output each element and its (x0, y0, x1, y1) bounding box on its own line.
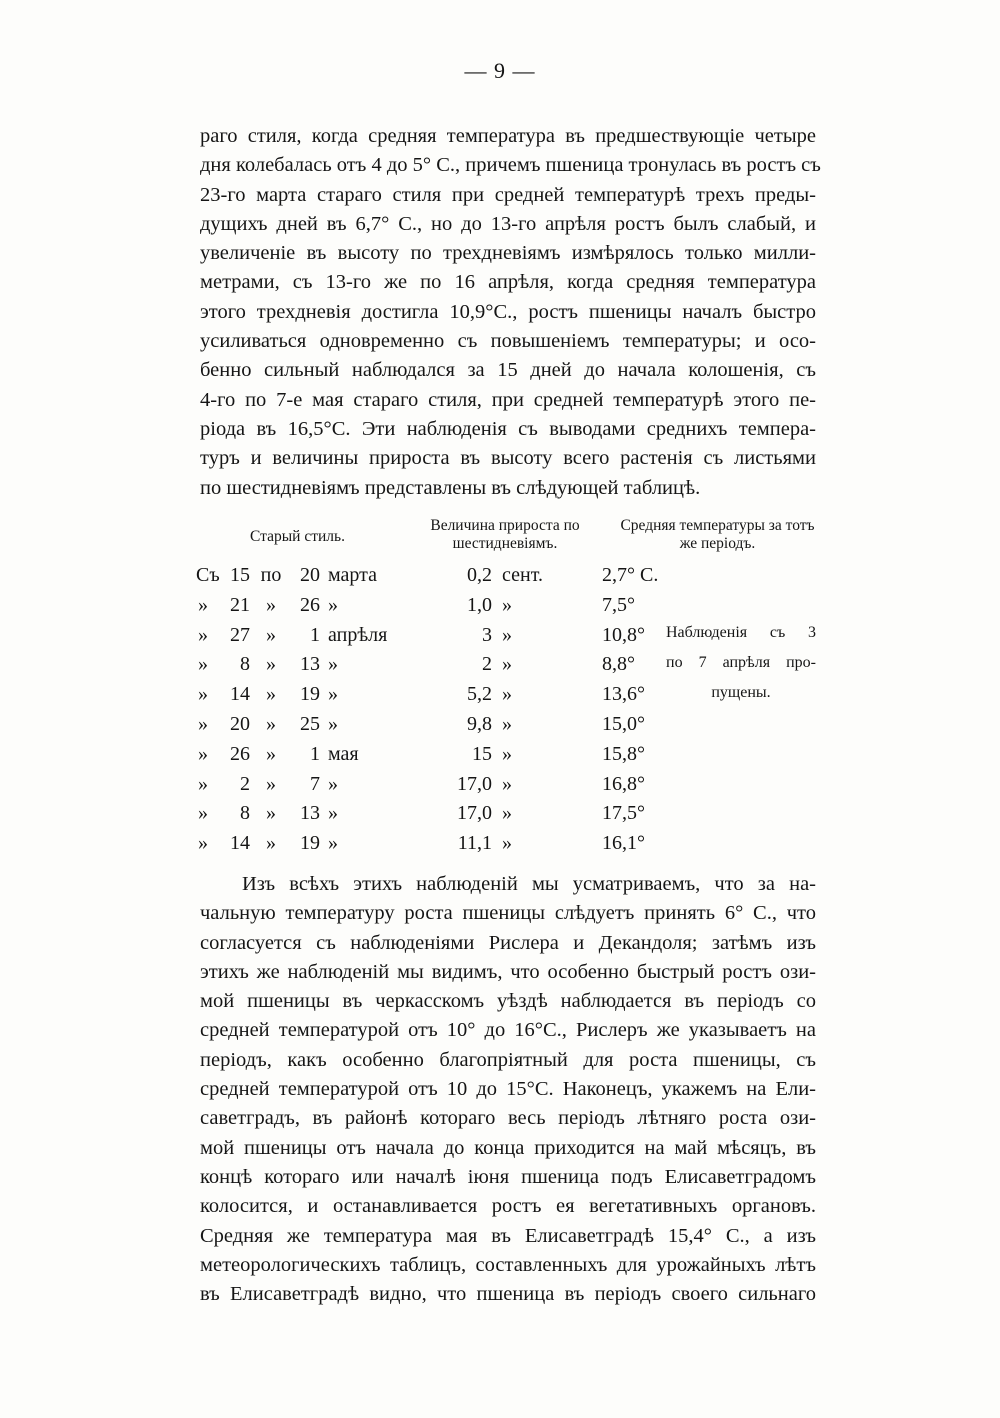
paragraph-intro (200, 122, 821, 503)
text-line: метрами, съ 13-го же по 16 апрѣля, когда средняя температура (200, 271, 816, 294)
row-growth-value: 15 (472, 742, 492, 765)
row-end-day: 1 (310, 742, 320, 765)
row-connector: » (266, 653, 276, 676)
text-line: саветградъ, въ районѣ котораго весь періодъ лѣтняго роста ози- (200, 1107, 816, 1130)
text-line: раго стиля, когда средняя температура въ предшествующіе четыре (200, 125, 816, 147)
text-line: чальную температуру роста пшеницы слѣдуетъ принять 6° С., что (200, 902, 816, 925)
text-line: мой пшеницы отъ начала до конца приходится на май мѣсяцъ, въ (200, 1136, 816, 1159)
row-growth-value: 9,8 (467, 713, 492, 735)
text-line: мой пшеницы въ черкасскомъ уѣздѣ наблюдается въ періодъ со (200, 990, 816, 1013)
row-prefix: » (198, 593, 208, 616)
row-temperature: 7,5° (602, 593, 635, 616)
row-growth-value: 2 (482, 653, 492, 676)
row-start-day: 14 (230, 683, 250, 706)
row-prefix: » (198, 832, 208, 855)
row-start-day: 21 (230, 593, 250, 616)
row-growth-unit: » (502, 832, 512, 855)
row-growth-unit: » (502, 802, 512, 825)
text-line: метеорологическихъ таблицъ, составленныхъ для урожайныхъ лѣтъ (200, 1253, 816, 1276)
text-line: колосится, и останавливается ростъ ея вегетативныхъ органовъ. (200, 1195, 816, 1218)
row-connector: » (266, 683, 276, 706)
row-start-day: 2 (240, 772, 250, 795)
text-line: концѣ котораго или началѣ іюня пшеница подъ Елисаветградомъ (200, 1165, 816, 1188)
row-connector: » (266, 832, 276, 855)
row-growth-unit: » (502, 593, 512, 616)
row-growth-unit: » (502, 653, 512, 676)
row-end-day: 1 (310, 623, 320, 646)
row-month: » (328, 802, 338, 825)
text-line: средней температурой отъ 10 до 15°С. Наконецъ, укажемъ на Ели- (200, 1078, 816, 1101)
row-temperature: 17,5° (602, 802, 645, 825)
text-line: этихъ же наблюденій мы видимъ, что особенно быстрый ростъ ози- (200, 960, 816, 983)
table-row (196, 832, 816, 862)
row-prefix: » (198, 623, 208, 646)
row-temperature: 10,8° (602, 623, 645, 646)
text-line: дня колебалась отъ 4 до 5° С., причемъ пшеница тронулась въ ростъ съ (200, 154, 821, 177)
row-start-day: 20 (230, 713, 250, 735)
text-line: увеличеніе въ высоту по трехдневіямъ измѣрялось только милли- (200, 242, 816, 265)
row-connector: » (266, 802, 276, 825)
row-growth-value: 0,2 (467, 564, 492, 586)
note-line: Наблюденія съ 3 (666, 624, 816, 641)
row-month: » (328, 683, 338, 706)
text-line: дущихъ дней въ 6,7° С., но до 13-го апрѣля ростъ былъ слабый, и (200, 212, 816, 235)
row-connector: » (266, 742, 276, 765)
row-connector: » (266, 713, 276, 735)
table-row (196, 773, 816, 803)
row-temperature: 16,8° (602, 772, 645, 795)
row-connector: по (260, 564, 282, 586)
table-row (196, 743, 816, 773)
table-header-temperature: Средняя температуры за тотъ же періодъ. (620, 517, 815, 552)
row-growth-unit: » (502, 742, 512, 765)
row-end-day: 13 (300, 653, 320, 676)
row-growth-value: 1,0 (467, 593, 492, 616)
row-end-day: 25 (300, 713, 320, 735)
row-month: » (328, 832, 338, 855)
row-month: » (328, 653, 338, 676)
row-start-day: 8 (240, 653, 250, 676)
row-start-day: 14 (230, 832, 250, 855)
paragraph-conclusion (200, 870, 816, 1309)
text-line: этого трехдневія достигла 10,9°С., ростъ пшеницы началъ быстро (200, 300, 816, 323)
text-line: 23-го марта стараго стиля при средней температурѣ трехъ преды- (200, 183, 816, 206)
table-row (196, 564, 816, 594)
row-growth-unit: сент. (502, 564, 543, 586)
row-end-day: 20 (300, 564, 320, 586)
table-note (666, 618, 816, 708)
row-start-day: 26 (230, 742, 250, 765)
row-connector: » (266, 772, 276, 795)
text-line: усиливаться одновременно съ повышеніемъ температуры; и осо- (200, 330, 816, 353)
row-month: » (328, 593, 338, 616)
text-line: Изъ всѣхъ этихъ наблюденій мы усматриваемъ, что за на- (242, 873, 816, 895)
row-temperature: 8,8° (602, 653, 635, 676)
row-month: апрѣля (328, 623, 388, 646)
text-line: Средняя же температура мая въ Елисаветградѣ 15,4° С., а изъ (200, 1224, 816, 1247)
text-line: ріода въ 16,5°С. Эти наблюденія съ выводами среднихъ темпера- (200, 417, 816, 440)
row-temperature: 2,7° С. (602, 564, 659, 586)
row-prefix: Съ (196, 564, 220, 586)
row-start-day: 8 (240, 802, 250, 825)
row-end-day: 13 (300, 802, 320, 825)
row-temperature: 15,8° (602, 742, 645, 765)
table-header-period: Старый стиль. (250, 528, 345, 545)
row-growth-unit: » (502, 713, 512, 735)
row-growth-value: 5,2 (467, 683, 492, 706)
text-line: 4-го по 7-е мая стараго стиля, при средней температурѣ этого пе- (200, 388, 816, 411)
row-month: марта (328, 564, 377, 586)
row-growth-value: 17,0 (457, 802, 492, 825)
row-temperature: 13,6° (602, 683, 645, 706)
note-line: пущены. (711, 684, 771, 701)
row-growth-unit: » (502, 772, 512, 795)
row-start-day: 27 (230, 623, 250, 646)
row-end-day: 7 (310, 772, 320, 795)
row-temperature: 16,1° (602, 832, 645, 855)
text-line: періодъ, какъ особенно благопріятный для роста пшеницы, съ (200, 1048, 816, 1071)
row-growth-unit: » (502, 623, 512, 646)
text-line: согласуется съ наблюденіями Рислера и Декандоля; затѣмъ изъ (200, 931, 816, 954)
text-line: по шестидневіямъ представлены въ слѣдующей таблицѣ. (200, 476, 701, 499)
row-prefix: » (198, 653, 208, 676)
text-line: туръ и величины прироста въ высоту всего растенія съ листьями (200, 447, 816, 470)
table-row (196, 713, 816, 743)
row-temperature: 15,0° (602, 713, 645, 735)
row-growth-value: 17,0 (457, 772, 492, 795)
row-growth-unit: » (502, 683, 512, 706)
row-prefix: » (198, 772, 208, 795)
row-start-day: 15 (230, 564, 250, 586)
row-prefix: » (198, 713, 208, 735)
table-row (196, 802, 816, 832)
page-number: — 9 — (464, 58, 536, 83)
row-growth-value: 11,1 (457, 832, 492, 855)
text-line: въ Елисаветградѣ видно, что пшеница въ періодъ своего сильнаго (200, 1283, 816, 1306)
text-line: бенно сильный наблюдался за 15 дней до начала колошенія, съ (200, 359, 816, 382)
row-end-day: 19 (300, 683, 320, 706)
row-prefix: » (198, 802, 208, 825)
row-prefix: » (198, 683, 208, 706)
row-end-day: 19 (300, 832, 320, 855)
row-connector: » (266, 593, 276, 616)
row-month: » (328, 772, 338, 795)
row-month: мая (328, 742, 359, 765)
row-prefix: » (198, 742, 208, 765)
row-growth-value: 3 (482, 623, 492, 646)
row-connector: » (266, 623, 276, 646)
row-end-day: 26 (300, 593, 320, 616)
table-header-growth: Величина прироста по шестидневіямъ. (430, 517, 580, 552)
note-line: по 7 апрѣля про- (666, 654, 816, 671)
row-month: » (328, 713, 338, 735)
text-line: средней температурой отъ 10° до 16°С., Рислеръ же указываетъ на (200, 1019, 816, 1042)
